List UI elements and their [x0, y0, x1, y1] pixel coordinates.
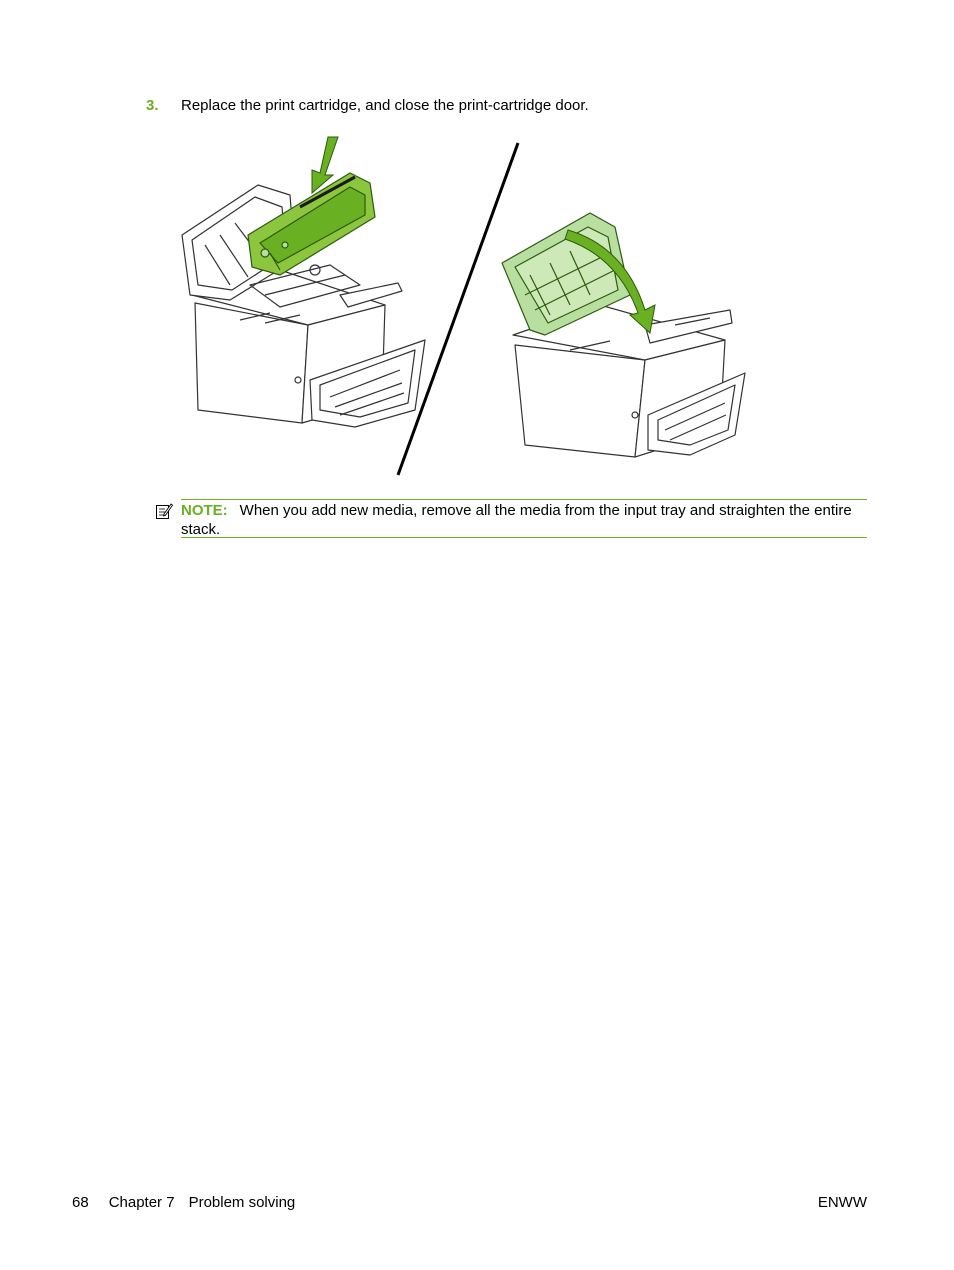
note-label: NOTE: — [181, 502, 228, 519]
note-block — [155, 499, 867, 540]
note-box — [181, 499, 867, 538]
step-text: Replace the print cartridge, and close the print-cartridge door. — [181, 97, 589, 114]
page-number: 68 — [72, 1194, 89, 1211]
note-text: When you add new media, remove all the media from the input tray and straighten the entire stack. — [181, 502, 852, 538]
footer-chapter: Chapter 7 — [108, 1194, 175, 1211]
footer-locale: ENWW — [817, 1194, 867, 1211]
footer-left — [72, 1193, 295, 1213]
footer-section: Problem solving — [188, 1194, 296, 1211]
divider-line — [398, 143, 518, 475]
note-pencil-icon — [155, 502, 173, 520]
step-number: 3. — [146, 97, 159, 114]
cartridge-replacement-illustration — [170, 135, 760, 480]
